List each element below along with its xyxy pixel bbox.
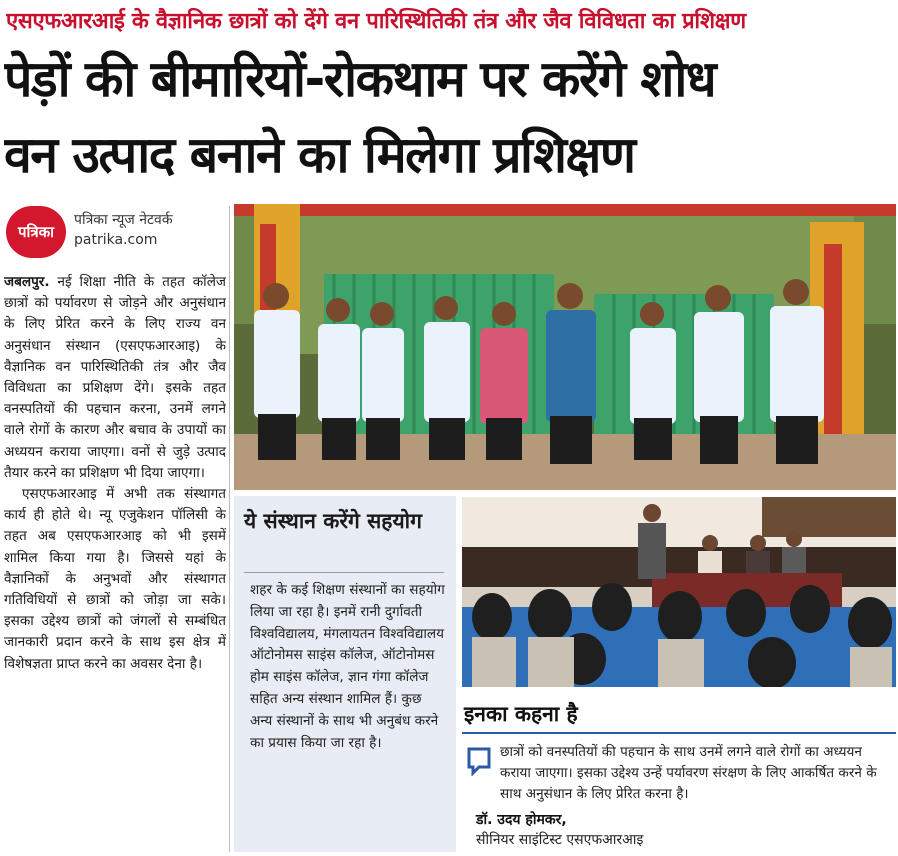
sidebar-box bbox=[234, 496, 456, 852]
patrika-logo: पत्रिका bbox=[6, 206, 66, 258]
quote-divider bbox=[462, 732, 896, 734]
group-photo-illustration bbox=[234, 204, 896, 490]
classroom-photo-illustration bbox=[462, 497, 896, 687]
article-paragraph-2: एसएफआरआइ में अभी तक संस्थागत कार्य ही होते थे। न्यू एजुकेशन पॉलिसी के तहत अब एसएफआरआइ को भी इसमें शामिल किया गया है। जिससे यहां के वैज्ञानिकों के अनुभवों और संस्थागत गतिविधियों से छात्रों को जोड़ा जा सके। इसका उद्देश्य छात्रों को जंगलों से सम्बंधित जानकारी प्रदान करने के साथ इस क्षेत्र में विशेषज्ञता प्राप्त करने का अवसर देना है। bbox=[4, 486, 226, 672]
sidebar-title: ये संस्थान करेंगे सहयोग bbox=[244, 509, 422, 533]
quote-icon bbox=[466, 746, 492, 776]
byline bbox=[2, 202, 228, 264]
paragraph-1-text: नई शिक्षा नीति के तहत कॉलेज छात्रों को पर्यावरण से जोड़ने और अनुसंधान के लिए प्रेरित करने के लिए राज्य वन अनुसंधान संस्थान (एसएफआरआइ) के वैज्ञानिक वन पारिस्थितिकी तंत्र और जैव विविधता का प्रशिक्षण देंगे। इसके तहत वनस्पतियों की पहचान करना, उनमें लगने वाले रोगों के कारण और बचाव के उपायों का अध्ययन कराया जाएगा। वनों से जुड़े उत्पाद तैयार करने का प्रशिक्षण भी दिया जाएगा। bbox=[4, 274, 226, 481]
article-paragraph-1 bbox=[4, 272, 226, 484]
classroom-photo bbox=[462, 497, 896, 687]
main-headline-line-2: वन उत्पाद बनाने का मिलेगा प्रशिक्षण bbox=[4, 126, 635, 184]
quote-box bbox=[462, 692, 896, 854]
main-headline-line-1: पेड़ों की बीमारियों-रोकथाम पर करेंगे शोध bbox=[4, 50, 716, 108]
sidebar-divider bbox=[244, 572, 444, 573]
dateline: जबलपुर. bbox=[4, 274, 50, 290]
kicker-headline: एसएफआरआई के वैज्ञानिक छात्रों को देंगे वन पारिस्थितिकी तंत्र और जैव विविधता का प्रशिक्षण bbox=[6, 9, 746, 34]
byline-website: patrika.com bbox=[74, 232, 158, 248]
quote-author: डॉ. उदय होमकर, bbox=[476, 812, 567, 828]
article-body bbox=[4, 272, 226, 854]
quote-heading: इनका कहना है bbox=[464, 702, 578, 726]
column-divider bbox=[229, 206, 230, 852]
group-photo bbox=[234, 204, 896, 490]
quote-text: छात्रों को वनस्पतियों की पहचान के साथ उनमें लगने वाले रोगों का अध्ययन कराया जाएगा। इसका उद्देश्य उन्हें पर्यावरण संरक्षण के लिए आकर्षित करने के साथ अनुसंधान के लिए प्रेरित करना है। bbox=[500, 744, 877, 802]
quote-author-role: सीनियर साइंटिस्ट एसएफआरआइ bbox=[476, 832, 644, 848]
byline-source: पत्रिका न्यूज नेटवर्क bbox=[74, 212, 173, 228]
sidebar-text: शहर के कई शिक्षण संस्थानों का सहयोग लिया जा रहा है। इनमें रानी दुर्गावती विश्वविद्यालय, मंगलायतन विश्वविद्यालय ऑटोनोमस साइंस कॉलेज, ऑटोनोमस होम साइंस कॉलेज, ज्ञान गंगा कॉलेज सहित अन्य संस्थान शामिल हैं। कुछ अन्य संस्थानों के साथ भी अनुबंध करने का प्रयास किया जा रहा है। bbox=[250, 582, 445, 751]
